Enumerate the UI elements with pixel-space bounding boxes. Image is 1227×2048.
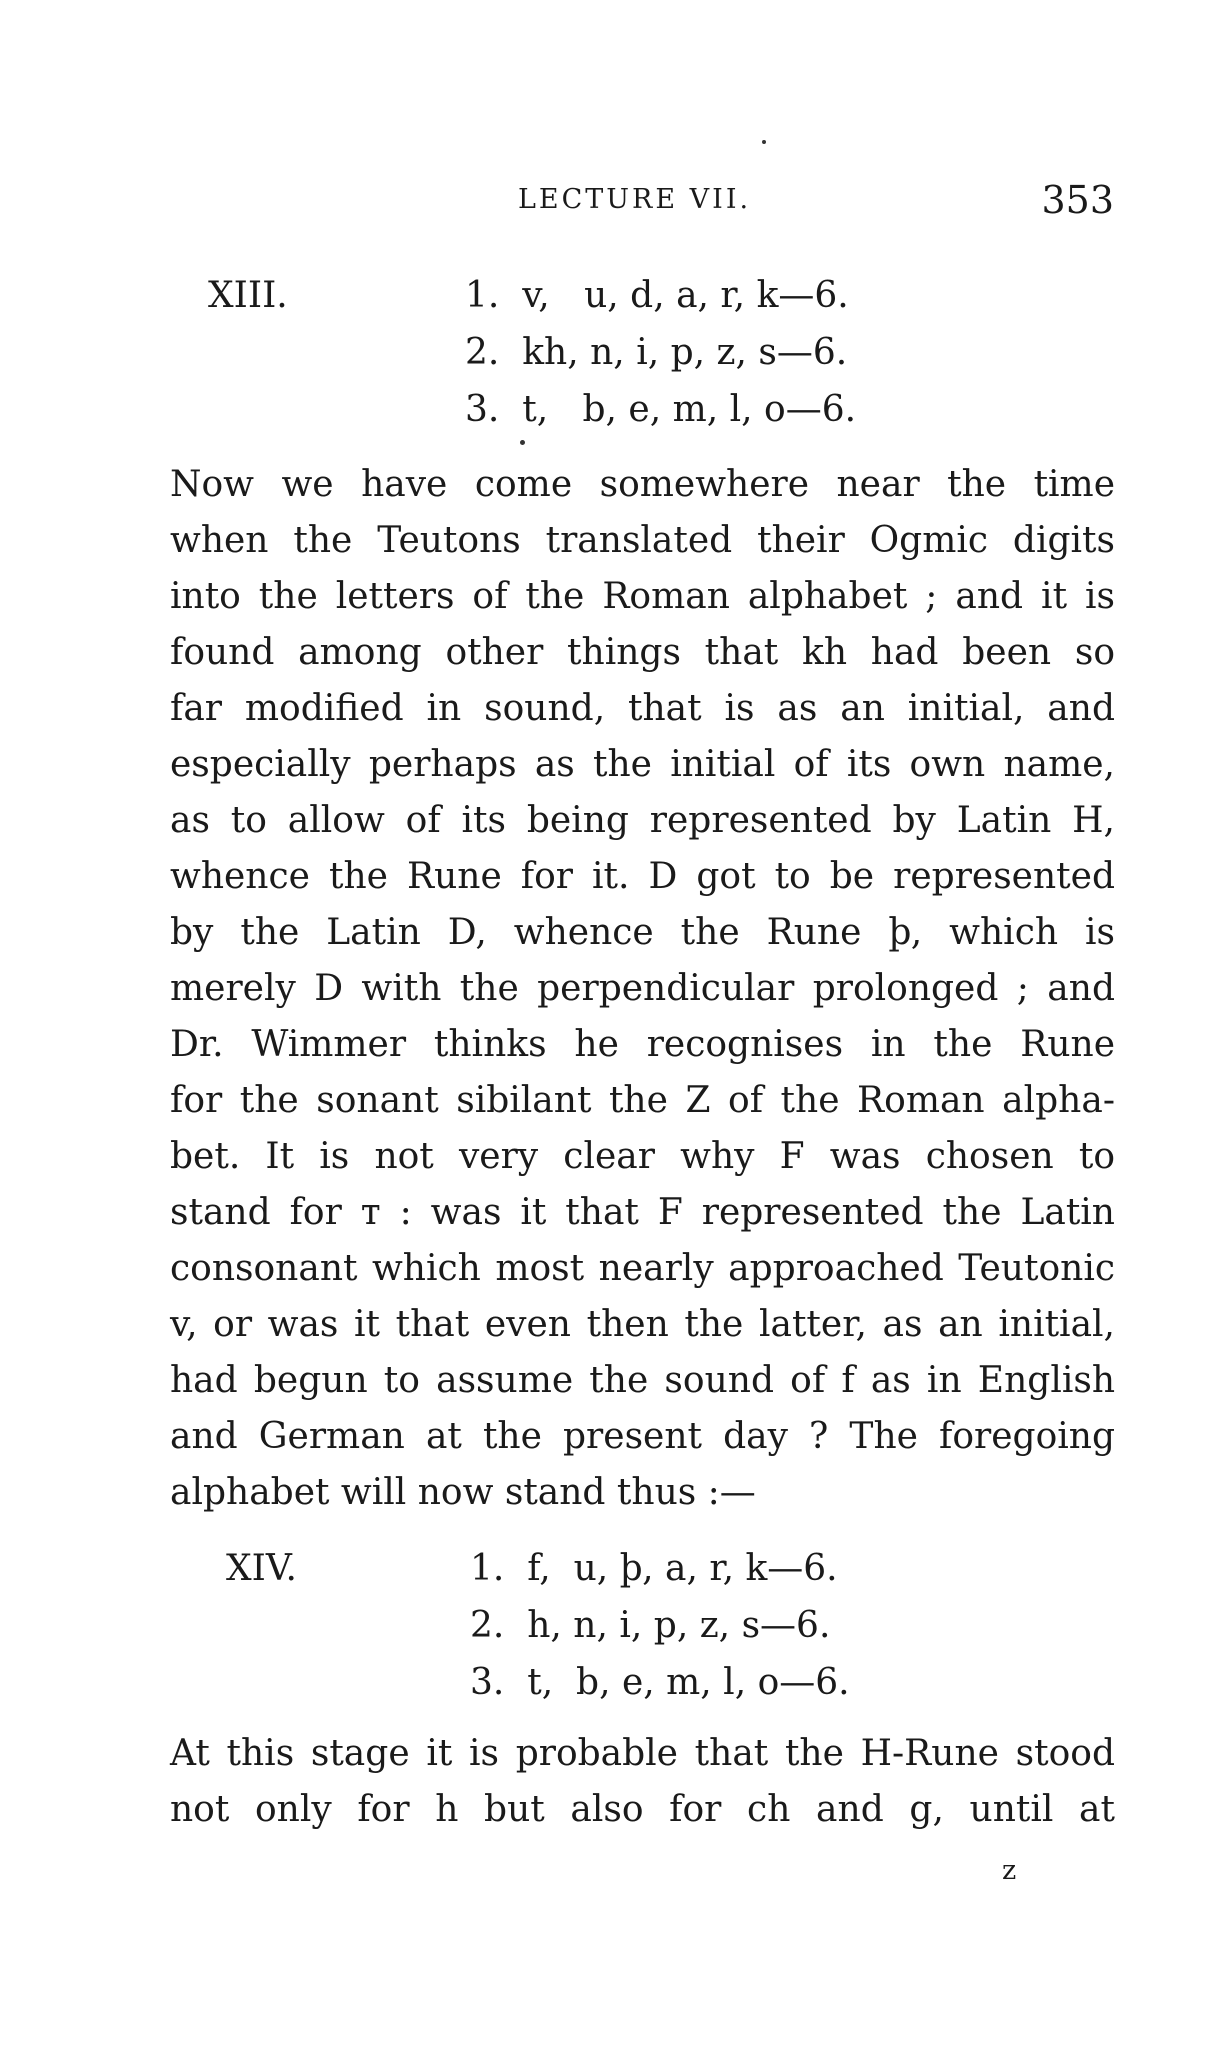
text-line: had begun to assume the sound of f as in English: [170, 1360, 1115, 1401]
text-line: whence the Rune for it. D got to be represented: [170, 856, 1115, 897]
table-row: 1. f, u, þ, a, r, k—6.: [470, 1548, 838, 1589]
text-line: when the Teutons translated their Ogmic digits: [170, 520, 1115, 561]
table-row: 2. h, n, i, p, z, s—6.: [470, 1605, 831, 1646]
running-title: LECTURE VII.: [518, 184, 752, 215]
text-line: v, or was it that even then the latter, as an initial,: [170, 1304, 1115, 1345]
table-row: 3. t, b, e, m, l, o—6.: [465, 389, 857, 430]
text-line: by the Latin D, whence the Rune þ, which is: [170, 912, 1115, 953]
ink-speck: [520, 440, 525, 445]
text-line: consonant which most nearly approached Teutonic: [170, 1248, 1115, 1289]
text-line: At this stage it is probable that the H-Rune stood: [170, 1733, 1115, 1774]
text-line: far modified in sound, that is as an initial, and: [170, 688, 1115, 729]
table-numeral: XIV.: [226, 1548, 297, 1589]
table-row: 2. kh, n, i, p, z, s—6.: [465, 332, 848, 373]
text-line: for the sonant sibilant the Z of the Roman alpha-: [170, 1080, 1115, 1121]
table-row: 3. t, b, e, m, l, o—6.: [470, 1662, 850, 1703]
text-line: especially perhaps as the initial of its own name,: [170, 744, 1115, 785]
table-row: 1. v, u, d, a, r, k—6.: [465, 275, 849, 316]
text-line: found among other things that kh had been so: [170, 632, 1115, 673]
text-line: into the letters of the Roman alphabet ; and it is: [170, 576, 1115, 617]
text-line: as to allow of its being represented by Latin H,: [170, 800, 1115, 841]
table-numeral: XIII.: [208, 275, 288, 316]
text-line: bet. It is not very clear why F was chosen to: [170, 1136, 1115, 1177]
text-line: Now we have come somewhere near the time: [170, 464, 1115, 505]
page-number: 353: [1041, 178, 1114, 222]
text-line: merely D with the perpendicular prolonged ; and: [170, 968, 1115, 1009]
signature-mark: z: [1002, 1855, 1017, 1886]
text-line: and German at the present day ? The foregoing: [170, 1416, 1115, 1457]
text-line: alphabet will now stand thus :—: [170, 1472, 756, 1513]
text-line: Dr. Wimmer thinks he recognises in the Rune: [170, 1024, 1115, 1065]
text-line: not only for h but also for ch and g, until at: [170, 1789, 1115, 1830]
ink-speck: [762, 140, 766, 144]
running-head: [168, 178, 1114, 228]
text-line: stand for ᴛ : was it that F represented the Latin: [170, 1192, 1115, 1233]
